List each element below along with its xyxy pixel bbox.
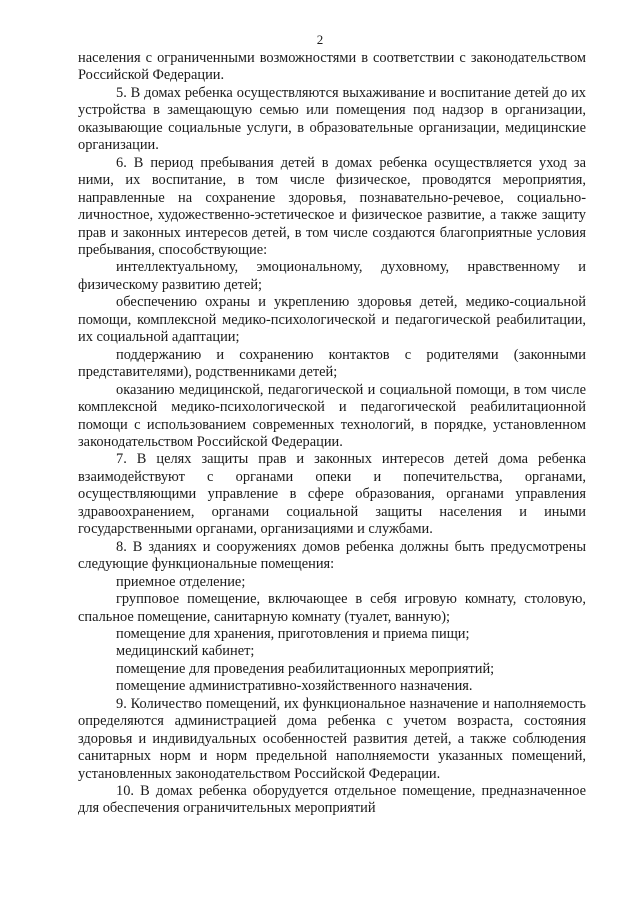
list-item-administrative-room: помещение административно-хозяйственного назначения. bbox=[116, 678, 473, 695]
list-item-food-room: помещение для хранения, приготовления и приема пищи; bbox=[116, 625, 470, 642]
paragraph-7: 7. В целях защиты прав и законных интересов детей дома ребенка взаимодействуют с органами опеки и попечительства, органами, осуществляющими управление в сфере образования, органами управления здравоохранением, органами социальной защиты населения и иными государственными органами, организациями и службами. bbox=[78, 451, 586, 538]
page-number: 2 bbox=[316, 32, 324, 47]
paragraph-6: 6. В период пребывания детей в домах ребенка осуществляется уход за ними, их воспитание, в том числе физическое, проводятся мероприятия, направленные на сохранение здоровья, познавательно-речевое, социально-личностное, художественно-эстетическое и физическое развитие, а также защиту прав и законных интересов детей, в том числе создаются благоприятные условия пребывания, способствующие: bbox=[78, 154, 586, 258]
paragraph-10: 10. В домах ребенка оборудуется отдельное помещение, предназначенное для обеспечения ограничительных мероприятий bbox=[78, 783, 586, 817]
paragraph-9: 9. Количество помещений, их функциональное назначение и наполняемость определяются администрацией дома ребенка с учетом возраста, состояния здоровья и индивидуальных особенностей развития детей, а также соблюдения санитарных норм и норм предельной наполняемости указанных помещений, установленных законодательством Российской Федерации. bbox=[78, 695, 586, 782]
paragraph-8: 8. В зданиях и сооружениях домов ребенка должны быть предусмотрены следующие функциональные помещения: bbox=[78, 538, 586, 573]
document-body bbox=[78, 50, 586, 818]
list-item-family-contacts: поддержанию и сохранению контактов с родителями (законными представителями), родственниками детей; bbox=[78, 346, 586, 381]
list-item-group-room: групповое помещение, включающее в себя игровую комнату, столовую, спальное помещение, санитарную комнату (туалет, ванную); bbox=[78, 591, 586, 625]
paragraph-continuation: населения с ограниченными возможностями в соответствии с законодательством Российской Федерации. bbox=[78, 50, 586, 84]
list-item-medical-assistance: оказанию медицинской, педагогической и социальной помощи, в том числе комплексной медико-психологической и педагогической реабилитационной помощи с использованием современных технологий, в порядке, установленном законодательством Российской Федерации. bbox=[78, 381, 586, 450]
list-item-rehabilitation-room: помещение для проведения реабилитационных мероприятий; bbox=[116, 660, 495, 677]
paragraph-5: 5. В домах ребенка осуществляются выхаживание и воспитание детей до их устройства в замещающую семью или помещения под надзор в организации, оказывающие социальные услуги, в образовательные организации, медицинские организации. bbox=[78, 84, 586, 154]
list-item-medical-office: медицинский кабинет; bbox=[116, 643, 255, 660]
list-item-reception: приемное отделение; bbox=[116, 573, 246, 590]
list-item-health-protection: обеспечению охраны и укреплению здоровья детей, медико-социальной помощи, комплексной медико-психологической и педагогической реабилитации, их социальной адаптации; bbox=[78, 294, 586, 346]
list-item-intellectual-development: интеллектуальному, эмоциональному, духовному, нравственному и физическому развитию детей; bbox=[78, 259, 586, 293]
